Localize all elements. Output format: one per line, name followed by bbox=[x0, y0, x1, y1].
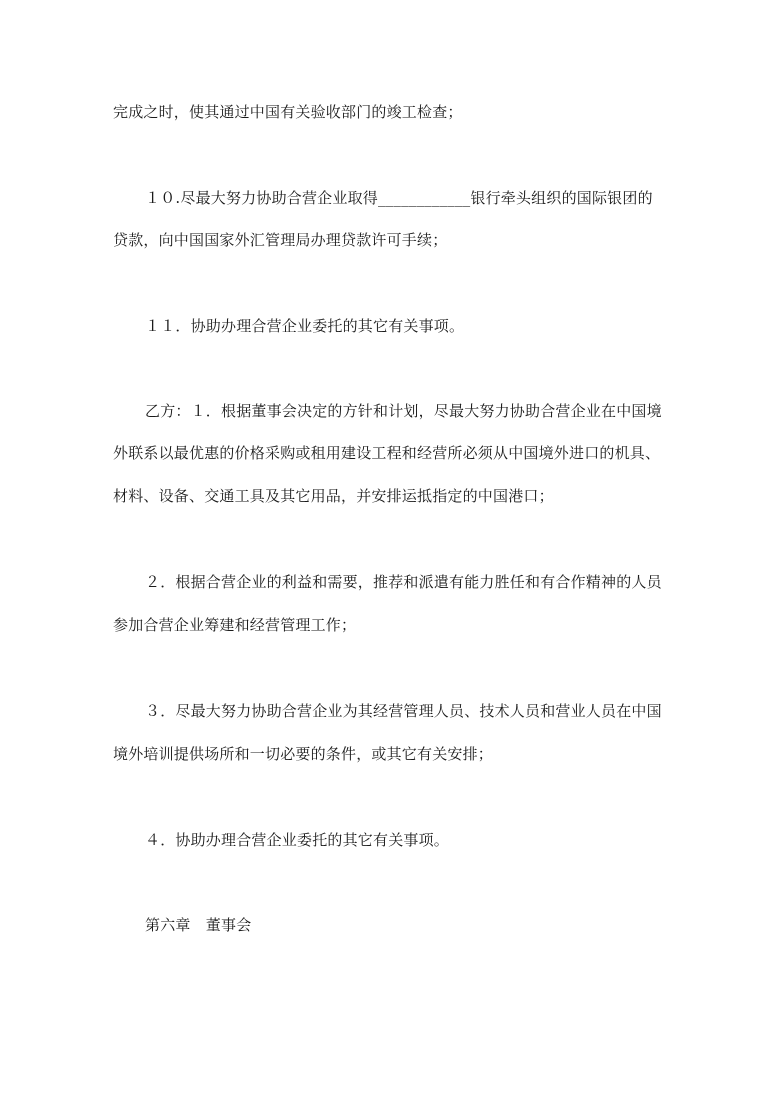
text-line: 材料、设备、交通工具及其它用品，并安排运抵指定的中国港口； bbox=[113, 487, 554, 505]
text-line: ４．协助办理合营企业委托的其它有关事项。 bbox=[145, 831, 450, 849]
text-line: ３．尽最大努力协助合营企业为其经营管理人员、技术人员和营业人员在中国 bbox=[145, 702, 662, 720]
chapter-heading: 第六章 董事会 bbox=[145, 916, 252, 934]
text-line: ２．根据合营企业的利益和需要，推荐和派遣有能力胜任和有合作精神的人员 bbox=[145, 573, 662, 591]
text-line: 乙方：１．根据董事会决定的方针和计划，尽最大努力协助合营企业在中国境 bbox=[145, 402, 662, 420]
text-line: １０.尽最大努力协助合营企业取得____________银行牵头组织的国际银团的 bbox=[145, 189, 653, 207]
text-line: 贷款，向中国国家外汇管理局办理贷款许可手续； bbox=[113, 231, 448, 249]
text-line: １１．协助办理合营企业委托的其它有关事项。 bbox=[145, 317, 465, 335]
text-line: 外联系以最优惠的价格采购或租用建设工程和经营所必须从中国境外进口的机具、 bbox=[113, 444, 661, 462]
text-line: 参加合营企业筹建和经营管理工作； bbox=[113, 616, 357, 634]
text-line: 境外培训提供场所和一切必要的条件，或其它有关安排； bbox=[113, 745, 494, 763]
text-line: 完成之时，使其通过中国有关验收部门的竣工检查； bbox=[113, 103, 463, 121]
